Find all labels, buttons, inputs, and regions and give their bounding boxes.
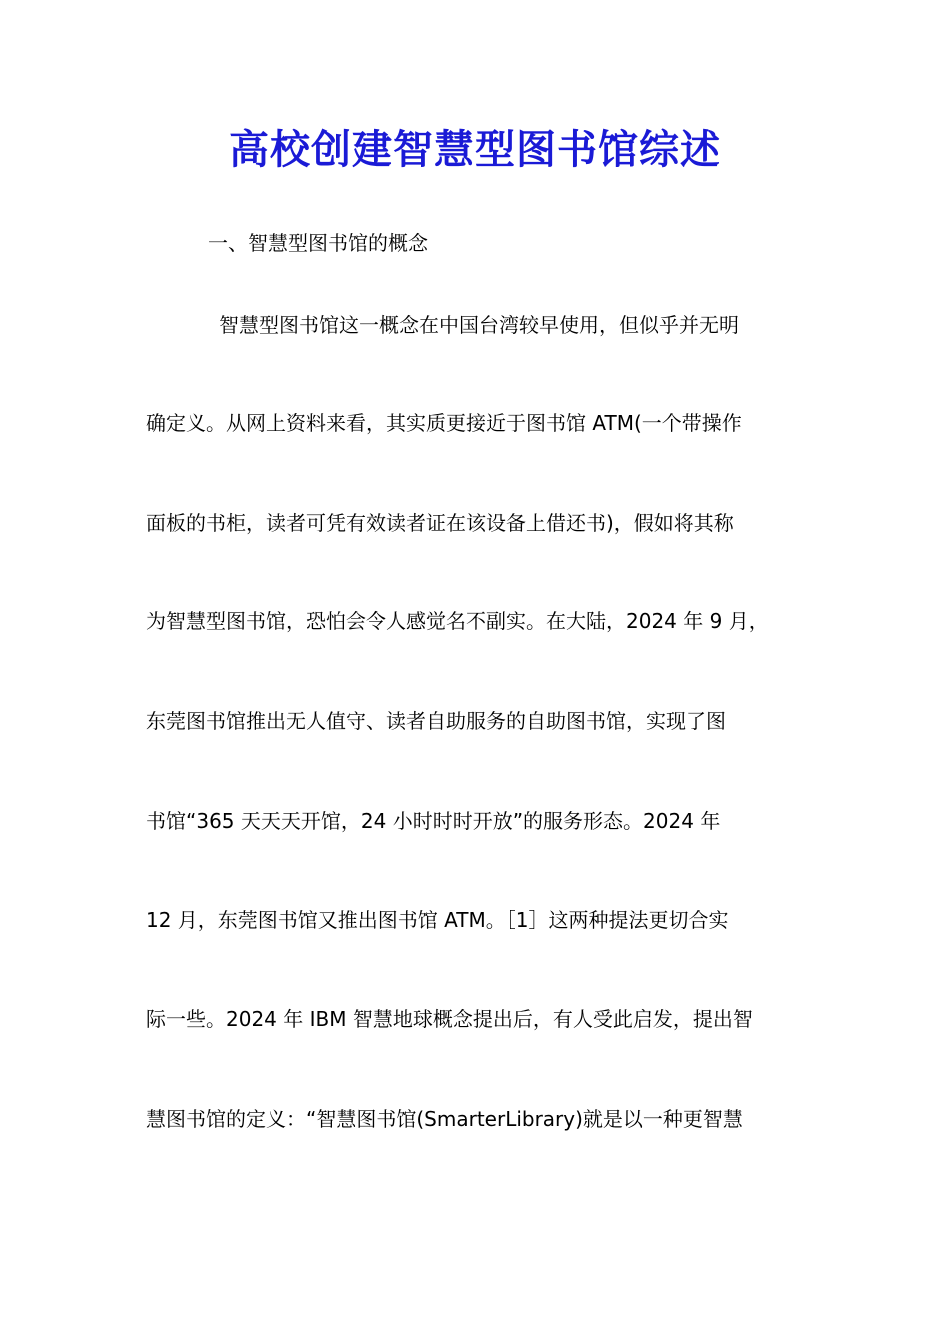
paragraph-line: 际一些。2024 年 IBM 智慧地球概念提出后，有人受此启发，提出智: [146, 1007, 753, 1031]
document-title: 高校创建智慧型图书馆综述: [229, 126, 721, 173]
paragraph-line: 为智慧型图书馆，恐怕会令人感觉名不副实。在大陆，2024 年 9 月，: [146, 609, 769, 633]
paragraph-line: 慧图书馆的定义：“智慧图书馆(SmarterLibrary)就是以一种更智慧: [146, 1107, 743, 1131]
paragraph-line: 面板的书柜，读者可凭有效读者证在该设备上借还书)，假如将其称: [146, 511, 734, 535]
paragraph-line: 书馆“365 天天天开馆，24 小时时时开放”的服务形态。2024 年: [146, 809, 721, 833]
paragraph-line: 东莞图书馆推出无人值守、读者自助服务的自助图书馆，实现了图: [146, 709, 726, 733]
section-heading: 一、智慧型图书馆的概念: [208, 231, 428, 255]
paragraph-line: 智慧型图书馆这一概念在中国台湾较早使用，但似乎并无明: [219, 313, 739, 337]
paragraph-line: 确定义。从网上资料来看，其实质更接近于图书馆 ATM(一个带操作: [146, 411, 742, 435]
paragraph-line: 12 月，东莞图书馆又推出图书馆 ATM。［1］这两种提法更切合实: [146, 908, 729, 932]
